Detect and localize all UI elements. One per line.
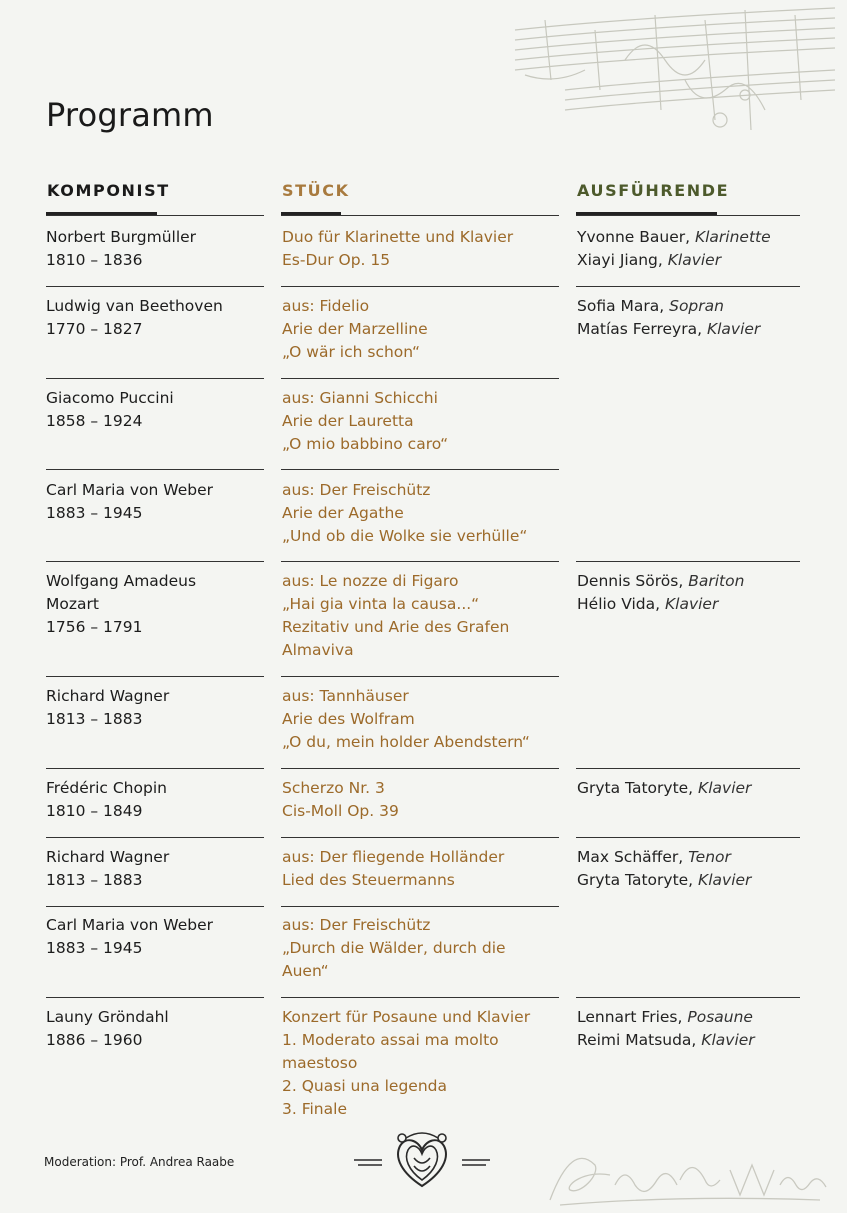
piece-cell: aus: Gianni Schicchi Arie der Lauretta „O mio babbino caro“: [282, 389, 449, 453]
row-divider: [46, 906, 264, 907]
piece-cell: Duo für Klarinette und Klavier Es-Dur Op. 15: [282, 228, 514, 269]
music-manuscript-icon: [505, 0, 847, 150]
signature-icon: [540, 1140, 840, 1213]
row-divider: [281, 906, 559, 907]
ornament-emblem-icon: [352, 1128, 492, 1192]
piece-cell: Konzert für Posaune und Klavier 1. Moderato assai ma molto maestoso 2. Quasi una legenda 3. Finale: [282, 1008, 531, 1118]
piece-cell: aus: Fidelio Arie der Marzelline „O wär ich schon“: [282, 297, 428, 361]
composer-cell: Richard Wagner 1813 – 1883: [46, 687, 170, 728]
piece-cell: Scherzo Nr. 3 Cis-Moll Op. 39: [282, 779, 399, 820]
row-divider: [46, 768, 264, 769]
row-divider: [46, 286, 264, 287]
row-divider: [281, 768, 559, 769]
performers-cell: Max Schäffer, Tenor Gryta Tatoryte, Klavier: [577, 848, 752, 889]
composer-cell: Wolfgang Amadeus Mozart 1756 – 1791: [46, 572, 197, 636]
row-divider: [576, 286, 800, 287]
header-rule: [281, 215, 559, 216]
row-divider: [281, 561, 559, 562]
row-divider: [46, 561, 264, 562]
composer-cell: Giacomo Puccini 1858 – 1924: [46, 389, 174, 430]
row-divider: [46, 378, 264, 379]
row-divider: [46, 837, 264, 838]
performers-cell: Yvonne Bauer, Klarinette Xiayi Jiang, Klavier: [577, 228, 771, 269]
row-divider: [281, 286, 559, 287]
row-divider: [281, 469, 559, 470]
column-header-performers: AUSFÜHRENDE: [577, 181, 730, 200]
row-divider: [281, 837, 559, 838]
row-divider: [576, 561, 800, 562]
row-divider: [281, 676, 559, 677]
row-divider: [46, 469, 264, 470]
row-divider: [46, 676, 264, 677]
moderation-credit: Moderation: Prof. Andrea Raabe: [44, 1155, 235, 1169]
performers-cell: Sofia Mara, Sopran Matías Ferreyra, Klavier: [577, 297, 761, 338]
composer-cell: Carl Maria von Weber 1883 – 1945: [46, 916, 214, 957]
column-header-composer: KOMPONIST: [47, 181, 170, 200]
header-rule: [46, 215, 264, 216]
piece-cell: aus: Der Freischütz Arie der Agathe „Und ob die Wolke sie verhülle“: [282, 481, 528, 545]
piece-cell: aus: Le nozze di Figaro „Hai gia vinta la causa...“ Rezitativ und Arie des Grafen Almaviva: [282, 572, 510, 659]
row-divider: [46, 997, 264, 998]
row-divider: [576, 837, 800, 838]
header-rule: [576, 215, 800, 216]
performers-cell: Lennart Fries, Posaune Reimi Matsuda, Klavier: [577, 1008, 755, 1049]
composer-cell: Richard Wagner 1813 – 1883: [46, 848, 170, 889]
piece-cell: aus: Tannhäuser Arie des Wolfram „O du, mein holder Abendstern“: [282, 687, 530, 751]
performers-cell: Gryta Tatoryte, Klavier: [577, 779, 752, 797]
composer-cell: Ludwig van Beethoven 1770 – 1827: [46, 297, 223, 338]
column-header-piece: STÜCK: [282, 181, 350, 200]
performers-cell: Dennis Sörös, Bariton Hélio Vida, Klavier: [577, 572, 745, 613]
row-divider: [576, 997, 800, 998]
composer-cell: Norbert Burgmüller 1810 – 1836: [46, 228, 197, 269]
piece-cell: aus: Der fliegende Holländer Lied des Steuermanns: [282, 848, 505, 889]
page-title: Programm: [46, 96, 214, 134]
composer-cell: Carl Maria von Weber 1883 – 1945: [46, 481, 214, 522]
piece-cell: aus: Der Freischütz „Durch die Wälder, durch die Auen“: [282, 916, 506, 980]
composer-cell: Frédéric Chopin 1810 – 1849: [46, 779, 167, 820]
row-divider: [281, 378, 559, 379]
row-divider: [576, 768, 800, 769]
row-divider: [281, 997, 559, 998]
composer-cell: Launy Gröndahl 1886 – 1960: [46, 1008, 169, 1049]
